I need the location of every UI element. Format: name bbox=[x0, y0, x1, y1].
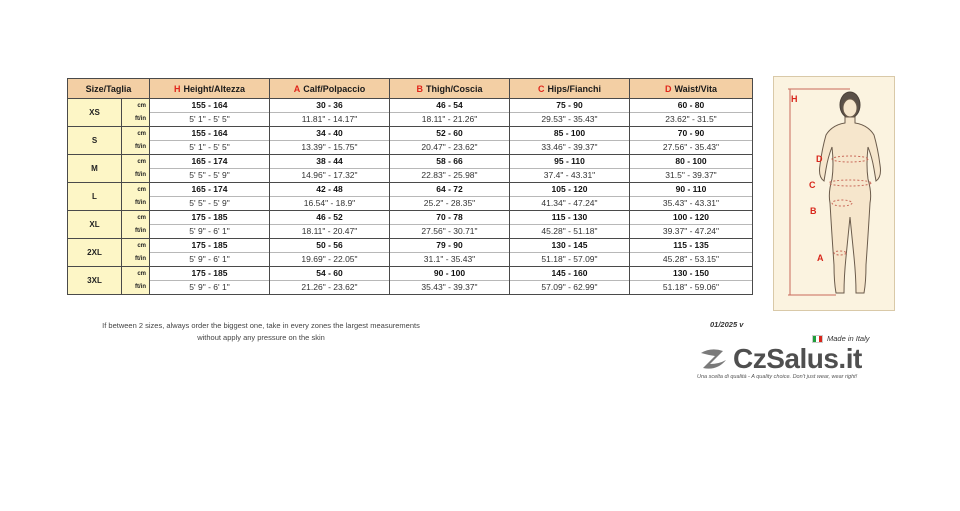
made-in-text: Made in Italy bbox=[827, 334, 870, 343]
measurement-ftin: 5' 9" - 6' 1" bbox=[150, 252, 269, 266]
measurement-cell bbox=[150, 127, 270, 155]
measurement-ftin: 11.81" - 14.17" bbox=[270, 112, 389, 126]
column-label: Waist/Vita bbox=[674, 83, 717, 94]
measurement-cm: 130 - 150 bbox=[673, 268, 709, 278]
measurement-ftin: 22.83" - 25.98" bbox=[390, 168, 509, 182]
size-label: 3XL bbox=[68, 267, 122, 295]
size-label: XL bbox=[68, 211, 122, 239]
czsalus-logo-icon bbox=[697, 344, 729, 374]
figure-label-hips: C bbox=[809, 180, 816, 190]
measurement-ftin: 45.28" - 53.15" bbox=[630, 252, 752, 266]
measurement-ftin: 5' 1" - 5' 5" bbox=[150, 140, 269, 154]
measurement-cm: 30 - 36 bbox=[316, 100, 343, 110]
size-label: XS bbox=[68, 99, 122, 127]
measurement-ftin: 45.28" - 51.18" bbox=[510, 224, 629, 238]
italy-flag-icon bbox=[812, 335, 823, 343]
column-header bbox=[270, 79, 390, 99]
brand-tagline: Una scelta di qualità - A quality choice. Don't just wear, wear right! bbox=[697, 374, 858, 380]
measurement-ftin: 18.11" - 21.26" bbox=[390, 112, 509, 126]
measurement-ftin: 5' 9" - 6' 1" bbox=[150, 280, 269, 294]
measurement-ftin: 20.47" - 23.62" bbox=[390, 140, 509, 154]
measurement-cm: 34 - 40 bbox=[316, 128, 343, 138]
measurement-cm: 54 - 60 bbox=[316, 268, 343, 278]
table-row bbox=[68, 127, 753, 155]
measurement-cm: 95 - 110 bbox=[554, 156, 585, 166]
size-chart-table bbox=[67, 78, 753, 295]
sizing-note bbox=[66, 320, 456, 344]
column-label: Calf/Polpaccio bbox=[303, 83, 366, 94]
unit-cell bbox=[122, 183, 150, 211]
measurement-ftin: 51.18" - 59.06" bbox=[630, 280, 752, 294]
measurement-ftin: 35.43" - 39.37" bbox=[390, 280, 509, 294]
unit-cm-label: cm bbox=[137, 158, 146, 165]
unit-cell bbox=[122, 99, 150, 127]
measurement-ftin: 25.2" - 28.35" bbox=[390, 196, 509, 210]
measurement-cell bbox=[150, 211, 270, 239]
measurement-cell bbox=[630, 211, 753, 239]
unit-ftin-label: ft/in bbox=[135, 199, 146, 206]
unit-cm-label: cm bbox=[137, 130, 146, 137]
body-measurement-figure bbox=[773, 76, 895, 311]
measurement-cm: 58 - 66 bbox=[436, 156, 463, 166]
measurement-ftin: 57.09" - 62.99" bbox=[510, 280, 629, 294]
measurement-cell bbox=[390, 127, 510, 155]
measurement-ftin: 5' 5" - 5' 9" bbox=[150, 168, 269, 182]
measurement-cm: 46 - 52 bbox=[316, 212, 343, 222]
unit-cm-label: cm bbox=[137, 242, 146, 249]
unit-cm-label: cm bbox=[137, 270, 146, 277]
unit-ftin-label: ft/in bbox=[135, 227, 146, 234]
measurement-ftin: 35.43" - 43.31" bbox=[630, 196, 752, 210]
measurement-cell bbox=[630, 267, 753, 295]
measurement-ftin: 18.11" - 20.47" bbox=[270, 224, 389, 238]
figure-label-waist: D bbox=[816, 154, 823, 164]
measurement-cell bbox=[510, 127, 630, 155]
column-letter: H bbox=[173, 83, 181, 94]
figure-label-height: H bbox=[791, 94, 798, 104]
unit-ftin-label: ft/in bbox=[135, 283, 146, 290]
measurement-cell bbox=[270, 267, 390, 295]
measurement-ftin: 27.56" - 30.71" bbox=[390, 224, 509, 238]
measurement-ftin: 29.53" - 35.43" bbox=[510, 112, 629, 126]
measurement-cm: 46 - 54 bbox=[436, 100, 463, 110]
measurement-cm: 79 - 90 bbox=[436, 240, 463, 250]
table-row bbox=[68, 155, 753, 183]
measurement-cm: 175 - 185 bbox=[191, 212, 228, 222]
version-label: 01/2025 v bbox=[710, 320, 744, 329]
unit-cm-label: cm bbox=[137, 214, 146, 221]
size-label: 2XL bbox=[68, 239, 122, 267]
size-label: L bbox=[68, 183, 122, 211]
column-letter: A bbox=[293, 83, 301, 94]
measurement-cm: 115 - 130 bbox=[551, 212, 588, 222]
column-letter: B bbox=[416, 83, 423, 94]
measurement-cm: 60 - 80 bbox=[677, 100, 705, 110]
measurement-cell bbox=[390, 267, 510, 295]
unit-cell bbox=[122, 239, 150, 267]
measurement-cell bbox=[510, 211, 630, 239]
measurement-ftin: 14.96" - 17.32" bbox=[270, 168, 389, 182]
measurement-ftin: 51.18" - 57.09" bbox=[510, 252, 629, 266]
measurement-cm: 85 - 100 bbox=[553, 128, 586, 138]
measurement-ftin: 31.5" - 39.37" bbox=[630, 168, 752, 182]
measurement-ftin: 5' 1" - 5' 5" bbox=[150, 112, 269, 126]
measurement-cell bbox=[270, 127, 390, 155]
sizing-note-line: without apply any pressure on the skin bbox=[197, 333, 325, 342]
measurement-cell bbox=[150, 183, 270, 211]
measurement-cell bbox=[270, 99, 390, 127]
measurement-ftin: 5' 5" - 5' 9" bbox=[150, 196, 269, 210]
column-header bbox=[150, 79, 270, 99]
measurement-cell bbox=[390, 99, 510, 127]
measurement-ftin: 31.1" - 35.43" bbox=[390, 252, 509, 266]
measurement-cm: 80 - 100 bbox=[675, 156, 707, 166]
measurement-cell bbox=[270, 239, 390, 267]
size-label: M bbox=[68, 155, 122, 183]
unit-ftin-label: ft/in bbox=[135, 143, 146, 150]
table-header-row bbox=[68, 79, 753, 99]
measurement-cm: 42 - 48 bbox=[316, 184, 343, 194]
measurement-cm: 64 - 72 bbox=[436, 184, 463, 194]
unit-cell bbox=[122, 155, 150, 183]
measurement-cm: 50 - 56 bbox=[316, 240, 343, 250]
measurement-cm: 115 - 135 bbox=[673, 240, 709, 250]
unit-ftin-label: ft/in bbox=[135, 115, 146, 122]
measurement-cm: 175 - 185 bbox=[191, 268, 228, 278]
column-label: Hips/Fianchi bbox=[547, 83, 601, 94]
sizing-note-line: If between 2 sizes, always order the biggest one, take in every zones the largest measurements bbox=[102, 321, 420, 330]
measurement-ftin: 33.46" - 39.37" bbox=[510, 140, 629, 154]
measurement-cm: 105 - 120 bbox=[551, 184, 588, 194]
made-in-italy-label bbox=[812, 334, 870, 343]
measurement-ftin: 27.56" - 35.43" bbox=[630, 140, 752, 154]
brand-name: CzSalus.it bbox=[733, 343, 862, 374]
measurement-cm: 38 - 44 bbox=[316, 156, 343, 166]
measurement-ftin: 23.62" - 31.5" bbox=[630, 112, 752, 126]
size-label: S bbox=[68, 127, 122, 155]
measurement-ftin: 16.54" - 18.9" bbox=[270, 196, 389, 210]
measurement-cell bbox=[630, 183, 753, 211]
unit-ftin-label: ft/in bbox=[135, 171, 146, 178]
measurement-cm: 52 - 60 bbox=[436, 128, 463, 138]
measurement-cell bbox=[150, 99, 270, 127]
measurement-cell bbox=[510, 155, 630, 183]
column-header bbox=[510, 79, 630, 99]
measurement-cell bbox=[150, 267, 270, 295]
measurement-cell bbox=[630, 99, 753, 127]
table-row bbox=[68, 99, 753, 127]
measurement-cm: 165 - 174 bbox=[191, 156, 228, 166]
measurement-cm: 90 - 110 bbox=[675, 184, 707, 194]
measurement-cell bbox=[630, 239, 753, 267]
measurement-ftin: 39.37" - 47.24" bbox=[630, 224, 752, 238]
measurement-cm: 175 - 185 bbox=[191, 240, 228, 250]
measurement-cell bbox=[510, 239, 630, 267]
table-row bbox=[68, 239, 753, 267]
unit-cell bbox=[122, 211, 150, 239]
measurement-cm: 155 - 164 bbox=[191, 128, 228, 138]
unit-cell bbox=[122, 267, 150, 295]
size-header: Size/Taglia bbox=[68, 79, 150, 99]
column-letter: C bbox=[537, 83, 545, 94]
measurement-cm: 100 - 120 bbox=[673, 212, 709, 222]
measurement-cell bbox=[390, 183, 510, 211]
body-silhouette-illustration bbox=[774, 77, 894, 310]
measurement-cm: 145 - 160 bbox=[551, 268, 588, 278]
unit-cm-label: cm bbox=[137, 186, 146, 193]
measurement-ftin: 13.39" - 15.75" bbox=[270, 140, 389, 154]
table-row bbox=[68, 267, 753, 295]
measurement-cell bbox=[150, 155, 270, 183]
measurement-cell bbox=[150, 239, 270, 267]
measurement-cell bbox=[390, 239, 510, 267]
measurement-cm: 130 - 145 bbox=[551, 240, 588, 250]
measurement-cell bbox=[510, 267, 630, 295]
unit-cm-label: cm bbox=[137, 102, 146, 109]
figure-label-thigh: B bbox=[810, 206, 817, 216]
measurement-cm: 75 - 90 bbox=[556, 100, 583, 110]
measurement-ftin: 19.69" - 22.05" bbox=[270, 252, 389, 266]
measurement-ftin: 5' 9" - 6' 1" bbox=[150, 224, 269, 238]
measurement-cm: 70 - 78 bbox=[436, 212, 463, 222]
measurement-cell bbox=[630, 127, 753, 155]
unit-cell bbox=[122, 127, 150, 155]
measurement-cell bbox=[270, 155, 390, 183]
measurement-cm: 165 - 174 bbox=[191, 184, 228, 194]
measurement-cm: 155 - 164 bbox=[191, 100, 228, 110]
measurement-ftin: 21.26" - 23.62" bbox=[270, 280, 389, 294]
measurement-cell bbox=[390, 211, 510, 239]
column-label: Height/Altezza bbox=[183, 83, 245, 94]
measurement-cm: 70 - 90 bbox=[677, 128, 705, 138]
column-header bbox=[390, 79, 510, 99]
unit-ftin-label: ft/in bbox=[135, 255, 146, 262]
measurement-cell bbox=[630, 155, 753, 183]
measurement-ftin: 41.34" - 47.24" bbox=[510, 196, 629, 210]
measurement-ftin: 37.4" - 43.31" bbox=[510, 168, 629, 182]
measurement-cell bbox=[270, 183, 390, 211]
table-row bbox=[68, 211, 753, 239]
measurement-cell bbox=[510, 99, 630, 127]
measurement-cell bbox=[270, 211, 390, 239]
column-letter: D bbox=[664, 83, 672, 94]
measurement-cell bbox=[510, 183, 630, 211]
measurement-cm: 90 - 100 bbox=[433, 268, 466, 278]
size-table-body bbox=[68, 99, 753, 295]
measurement-cell bbox=[390, 155, 510, 183]
column-header bbox=[630, 79, 753, 99]
table-row bbox=[68, 183, 753, 211]
figure-label-calf: A bbox=[817, 253, 824, 263]
column-label: Thigh/Coscia bbox=[425, 83, 483, 94]
